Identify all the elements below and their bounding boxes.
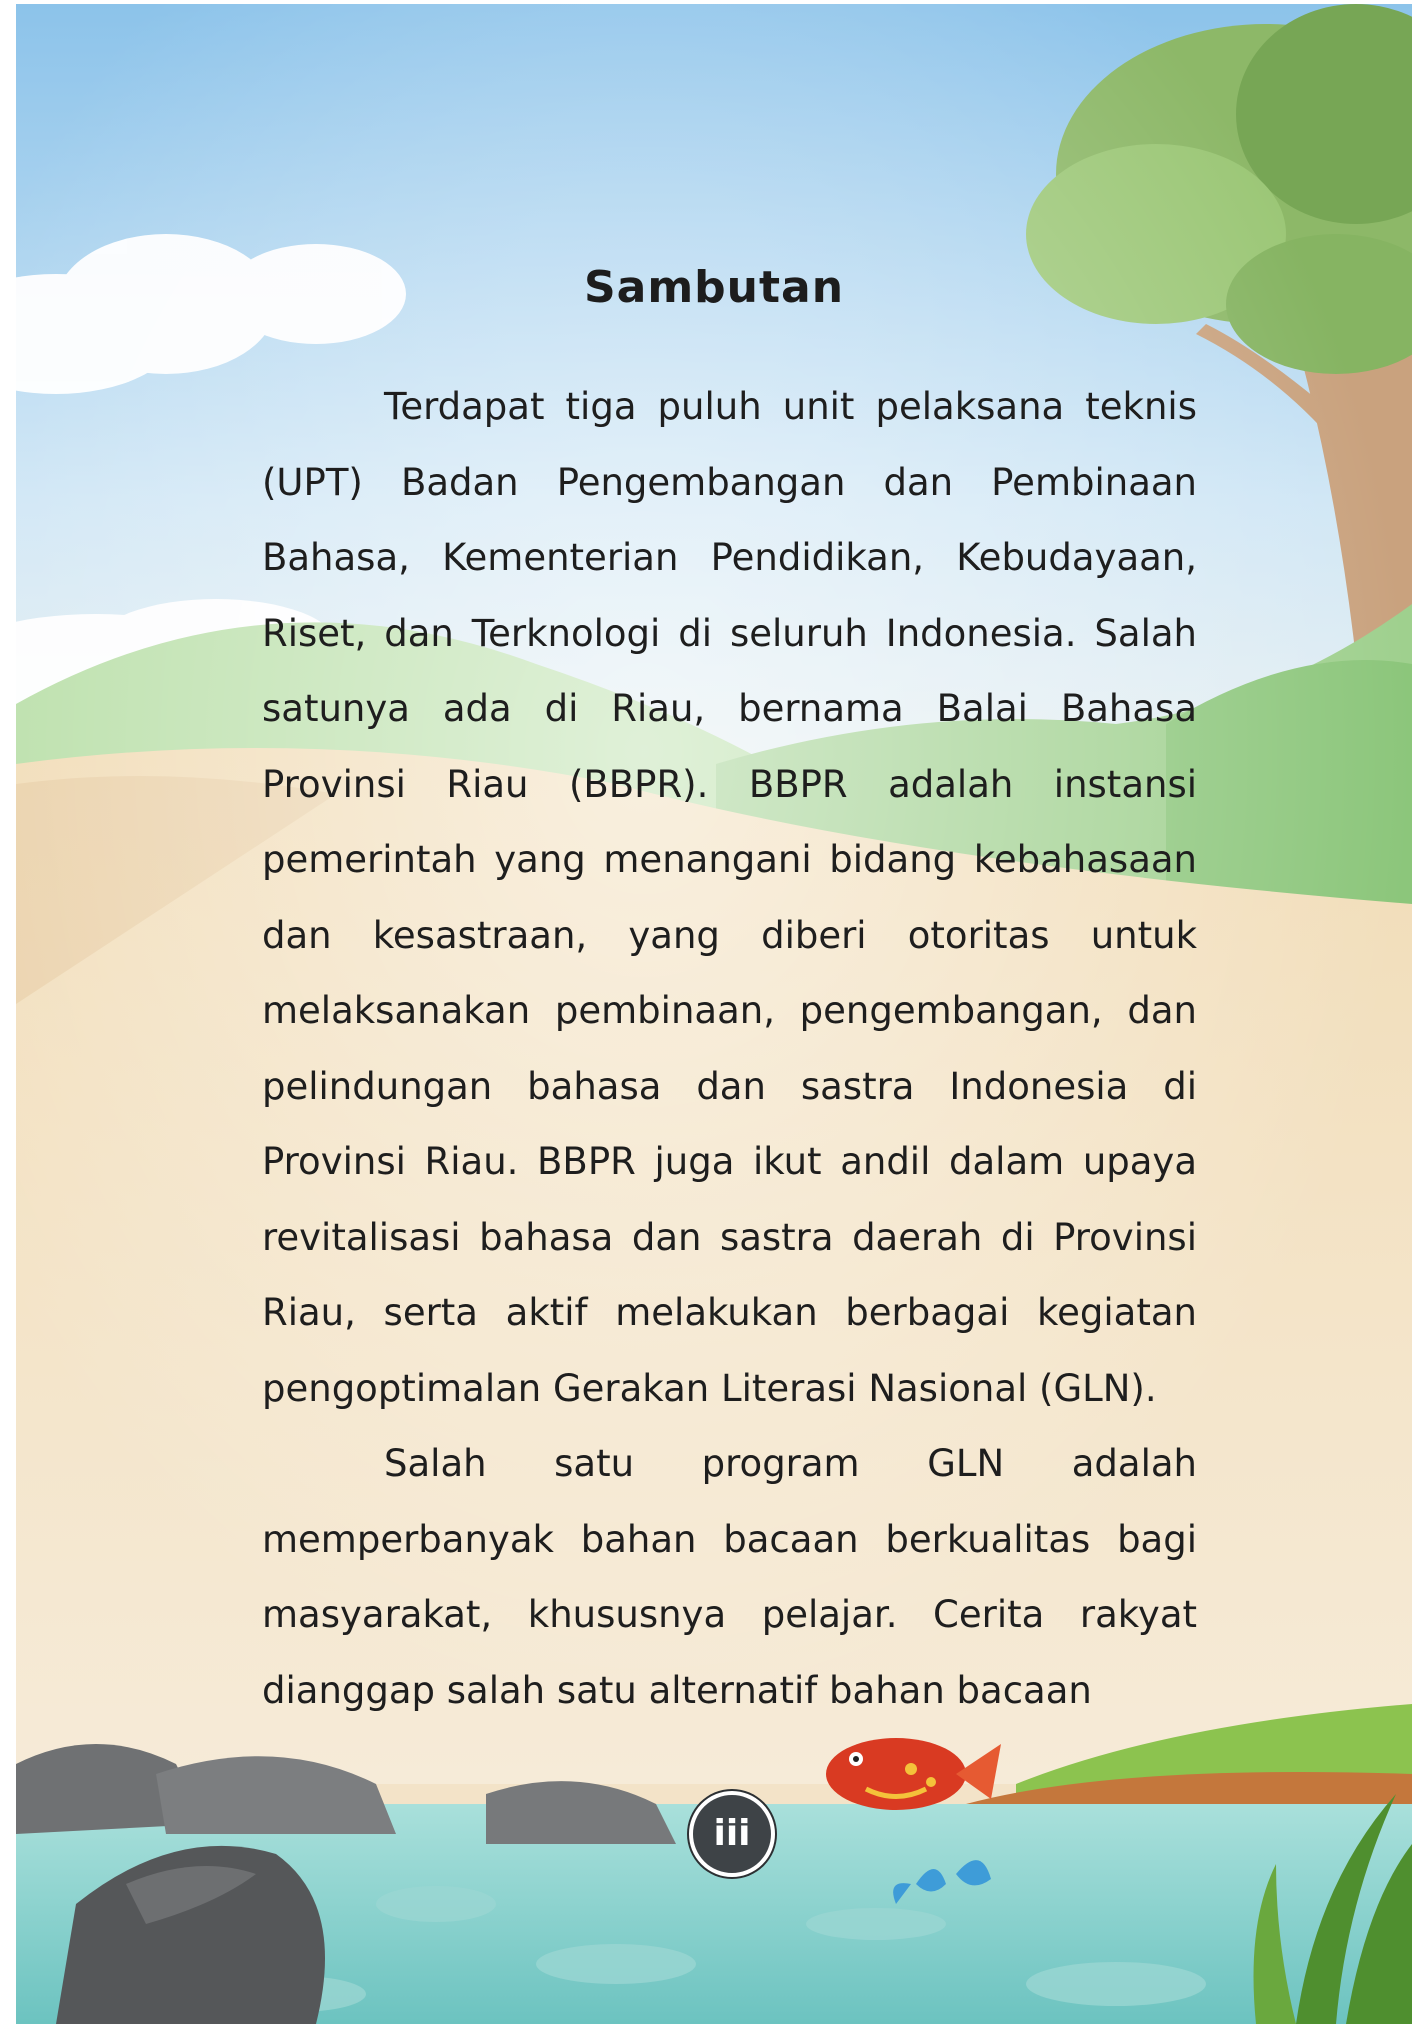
page-title: Sambutan <box>583 262 845 313</box>
page-number-badge: iii <box>689 1791 775 1877</box>
paragraph: Terdapat tiga puluh unit pelaksana teknis (UPT) Badan Pengembangan dan Pembinaan Bahasa, Kementerian Pendidikan, Kebudayaan, Riset, dan Terknologi di seluruh Indonesia. Salah satunya ada di Riau, bernama Balai Bahasa Provinsi Riau (BBPR). BBPR adalah instansi pemerintah yang menangani bidang kebahasaan dan kesastraan, yang diberi otoritas untuk melaksanakan pembinaan, pengembangan, dan pelindungan bahasa dan sastra Indonesia di Provinsi Riau. BBPR juga ikut andil dalam upaya revitalisasi bahasa dan sastra daerah di Provinsi Riau, serta aktif melakukan berbagai kegiatan pengoptimalan Gerakan Literasi Nasional (GLN). <box>262 385 1197 1410</box>
paragraph: Salah satu program GLN adalah memperbanyak bahan bacaan berkualitas bagi masyarakat, khususnya pelajar. Cerita rakyat dianggap salah satu alternatif bahan bacaan <box>262 1442 1197 1712</box>
page <box>16 4 1412 2024</box>
body-text <box>262 369 1197 1728</box>
